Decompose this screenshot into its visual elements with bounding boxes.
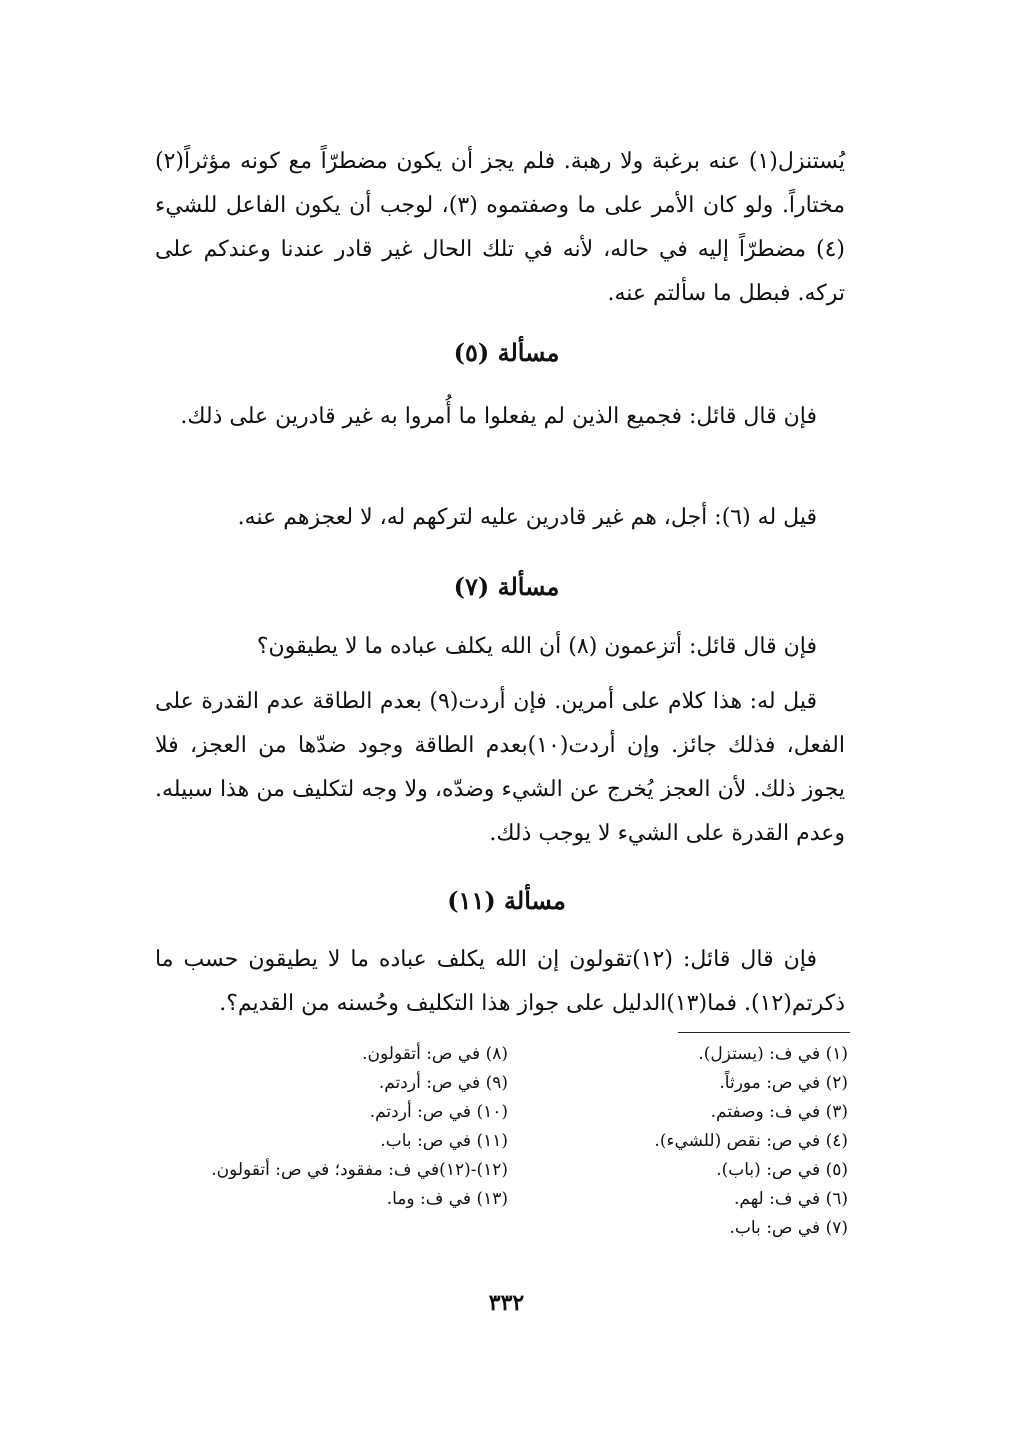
footnote-item: (١) في ف: (يستزل).: [698, 1044, 848, 1064]
paragraph-answer-5: قيل له (٦): أجل، هم غير قادرين عليه لتركهم له، لا لعجزهم عنه.: [237, 505, 817, 530]
footnote-item: (٨) في ص: أتقولون.: [362, 1044, 508, 1064]
footnote-item: (٩) في ص: أردتم.: [378, 1073, 508, 1093]
footnotes-left-column: [148, 1040, 508, 1214]
section-heading-5: مسألة (٥): [453, 338, 560, 367]
page-number: ٣٣٢: [488, 1290, 525, 1316]
footnote-separator: [678, 1032, 850, 1033]
footnote-item: (١٣) في ف: وما.: [386, 1189, 508, 1209]
footnotes-right-column: [618, 1040, 848, 1243]
footnote-item: (١١) في ص: باب.: [380, 1131, 508, 1151]
footnote-item: (٢) في ص: مورثاً.: [719, 1073, 848, 1093]
paragraph-question-11: فإن قال قائل: (١٢)تقولون إن الله يكلف عباده ما لا يطيقون حسب ما ذكرتم(١٢). فما(١٣)الدليل على جواز هذا التكليف وحُسنه من القديم؟.: [155, 947, 845, 1016]
footnote-item: (١٠) في ص: أردتم.: [369, 1102, 508, 1122]
paragraph-continuation: يُستنزل(١) عنه برغبة ولا رهبة. فلم يجز أن يكون مضطرّاً مع كونه مؤثراً(٢) مختاراً. ولو كان الأمر على ما وصفتموه (٣)، لوجب أن يكون الفاعل للشيء (٤) مضطرّاً إليه في حاله، لأنه في تلك الحال غير قادر عندنا وعندكم على تركه. فبطل ما سألتم عنه.: [155, 149, 845, 306]
footnote-item: (١٢)-(١٢)في ف: مفقود؛ في ص: أتقولون.: [211, 1160, 508, 1180]
footnote-item: (٧) في ص: باب.: [729, 1218, 848, 1238]
footnote-item: (٥) في ص: (باب).: [716, 1160, 848, 1180]
paragraph-answer-7: قيل له: هذا كلام على أمرين. فإن أردت(٩) بعدم الطاقة عدم القدرة على الفعل، فذلك جائز. وإن أردت(١٠)بعدم الطاقة وجود ضدّها من العجز، فلا يجوز ذلك. لأن العجز يُخرج عن الشيء وضدّه، ولا وجه لتكليف من هذا سبيله. وعدم القدرة على الشيء لا يوجب ذلك.: [155, 689, 845, 846]
paragraph-question-7: فإن قال قائل: أتزعمون (٨) أن الله يكلف عباده ما لا يطيقون؟: [256, 634, 817, 659]
section-heading-11: مسألة (١١): [447, 886, 566, 915]
footnote-item: (٦) في ف: لهم.: [733, 1189, 848, 1209]
footnote-item: (٣) في ف: وصفتم.: [710, 1102, 848, 1122]
section-heading-7: مسألة (٧): [453, 572, 560, 601]
footnote-item: (٤) في ص: نقص (للشيء).: [654, 1131, 848, 1151]
paragraph-question-5: فإن قال قائل: فجميع الذين لم يفعلوا ما أُمروا به غير قادرين على ذلك.: [180, 404, 817, 429]
